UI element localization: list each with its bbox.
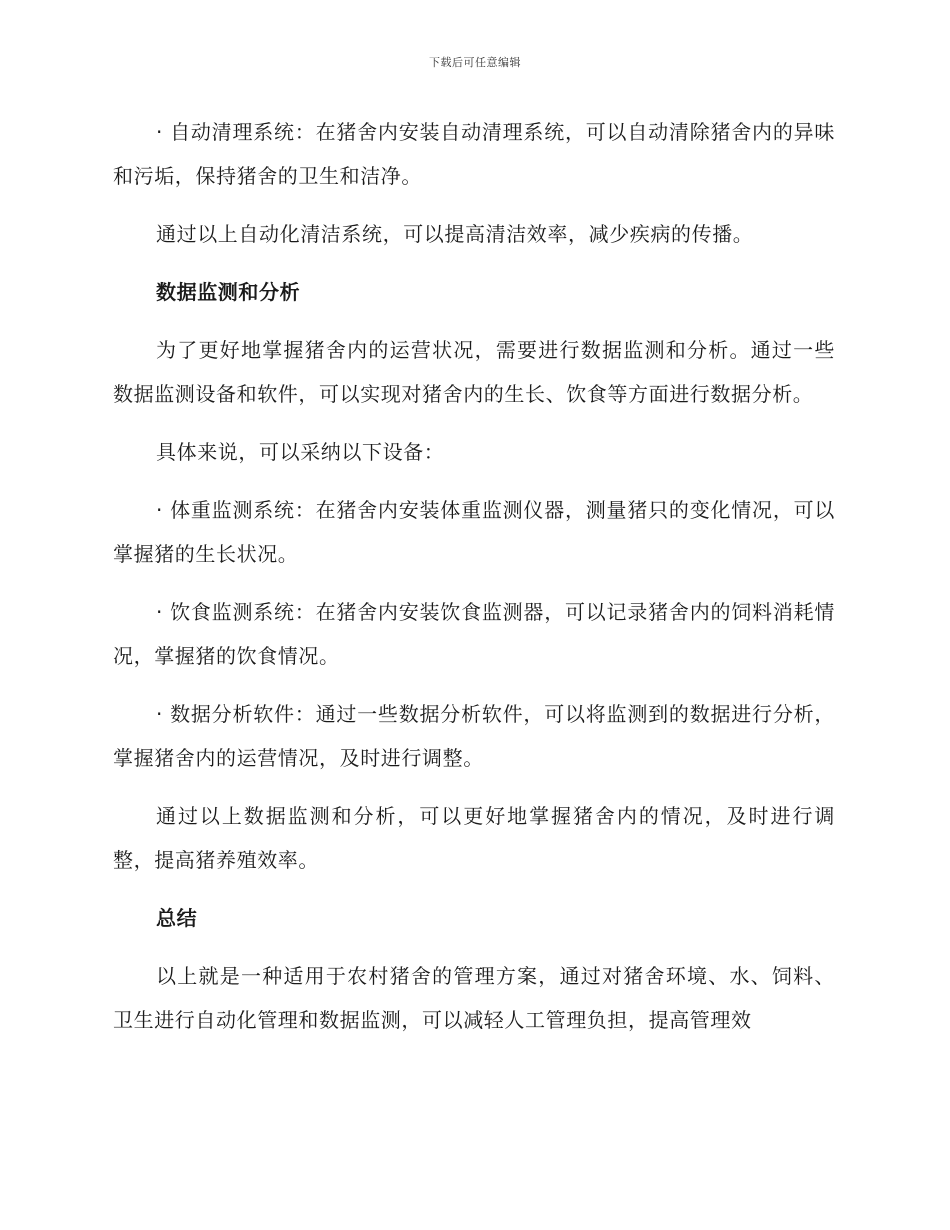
document-body [113, 110, 835, 1056]
bullet-data-analysis-software: · 数据分析软件：通过一些数据分析软件，可以将监测到的数据进行分析，掌握猪舍内的运营情况，及时进行调整。 [113, 702, 835, 770]
bullet-weight-monitoring: · 体重监测系统：在猪舍内安装体重监测仪器，测量猪只的变化情况，可以掌握猪的生长状况。 [113, 498, 835, 566]
section-heading-summary: 总结 [156, 906, 198, 930]
paragraph-data-monitoring-intro: 为了更好地掌握猪舍内的运营状况，需要进行数据监测和分析。通过一些数据监测设备和软件，可以实现对猪舍内的生长、饮食等方面进行数据分析。 [113, 338, 835, 406]
bullet-diet-monitoring: · 饮食监测系统：在猪舍内安装饮食监测器，可以记录猪舍内的饲料消耗情况，掌握猪的饮食情况。 [113, 600, 835, 668]
section-heading-data-monitoring: 数据监测和分析 [156, 280, 301, 304]
page-header: 下载后可任意编辑 [429, 56, 521, 69]
bullet-auto-cleaning: · 自动清理系统：在猪舍内安装自动清理系统，可以自动清除猪舍内的异味和污垢，保持猪舍的卫生和洁净。 [113, 120, 835, 188]
paragraph-equipment-intro: 具体来说，可以采纳以下设备： [156, 440, 445, 464]
paragraph-cleaning-summary: 通过以上自动化清洁系统，可以提高清洁效率，减少疾病的传播。 [156, 222, 754, 246]
paragraph-conclusion: 以上就是一种适用于农村猪舍的管理方案，通过对猪舍环境、水、饲料、卫生进行自动化管理和数据监测，可以减轻人工管理负担，提高管理效 [113, 964, 835, 1032]
paragraph-monitoring-summary: 通过以上数据监测和分析，可以更好地掌握猪舍内的情况，及时进行调整，提高猪养殖效率。 [113, 804, 835, 872]
